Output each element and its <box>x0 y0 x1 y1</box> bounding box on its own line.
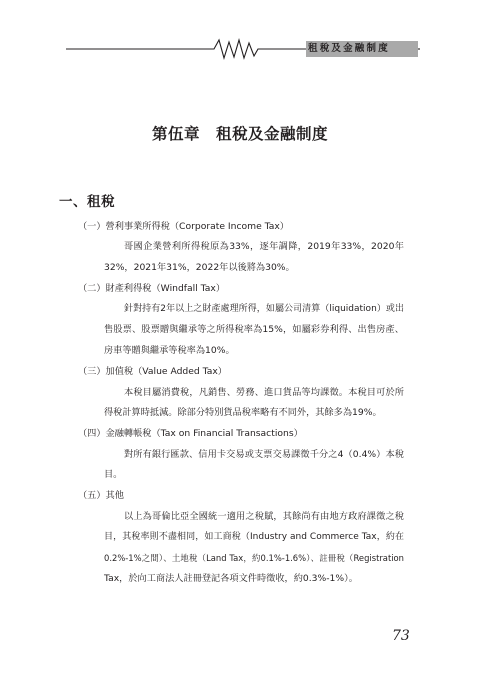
subsection-heading: （二）財產利得稅（Windfall Tax） <box>78 283 226 294</box>
chapter-title: 第伍章 租稅及金融制度 <box>151 124 328 143</box>
paragraph-line: 得稅計算時抵減。除部分特別貨品稅率略有不同外，其餘多為19%。 <box>104 407 382 418</box>
paragraph-line: Tax，於向工商法人註冊登記各項文件時徵收，約0.3%-1%）。 <box>104 573 358 584</box>
header-pulse-line-decoration <box>0 0 480 70</box>
running-header-title: 租稅及金融制度 <box>308 43 390 54</box>
subsection-heading: （三）加值稅（Value Added Tax） <box>78 366 227 377</box>
running-header <box>0 0 480 70</box>
paragraph-line: 對所有銀行匯款、信用卡交易或支票交易課徵千分之4（0.4%）本稅 <box>124 449 404 460</box>
paragraph-line: 32%，2021年31%，2022年以後將為30%。 <box>104 262 295 273</box>
paragraph-line: 以上為哥倫比亞全國統一適用之稅賦，其餘尚有由地方政府課徵之稅 <box>124 511 404 522</box>
paragraph-line: 針對持有2年以上之財產處理所得，如屬公司清算（liquidation）或出 <box>124 304 404 314</box>
page-number: 73 <box>392 628 410 644</box>
paragraph-line: 本稅目屬消費稅，凡銷售、勞務、進口貨品等均課徵。本稅目可於所 <box>124 387 404 398</box>
paragraph-line: 房車等贈與繼承等稅率為10%。 <box>104 345 235 356</box>
section-heading: 一、租稅 <box>59 194 115 210</box>
paragraph-line: 目，其稅率則不盡相同，如工商稅（Industry and Commerce Tax，約在 <box>104 532 404 542</box>
subsection-heading: （五）其他 <box>78 490 124 501</box>
paragraph-line: 目。 <box>104 469 123 480</box>
paragraph-line: 哥國企業營利所得稅原為33%，逐年調降，2019年33%，2020年 <box>124 241 404 252</box>
paragraph-line: 售股票、股票贈與繼承等之所得稅率為15%，如屬彩券利得、出售房產、 <box>104 324 404 335</box>
paragraph-line: 0.2%-1%之間）、土地稅（Land Tax，約0.1%-1.6%）、註冊稅（Registration <box>104 553 404 563</box>
subsection-heading: （四）金融轉帳稅（Tax on Financial Transactions） <box>78 428 303 439</box>
subsection-heading: （一）營利事業所得稅（Corporate Income Tax） <box>78 221 289 232</box>
